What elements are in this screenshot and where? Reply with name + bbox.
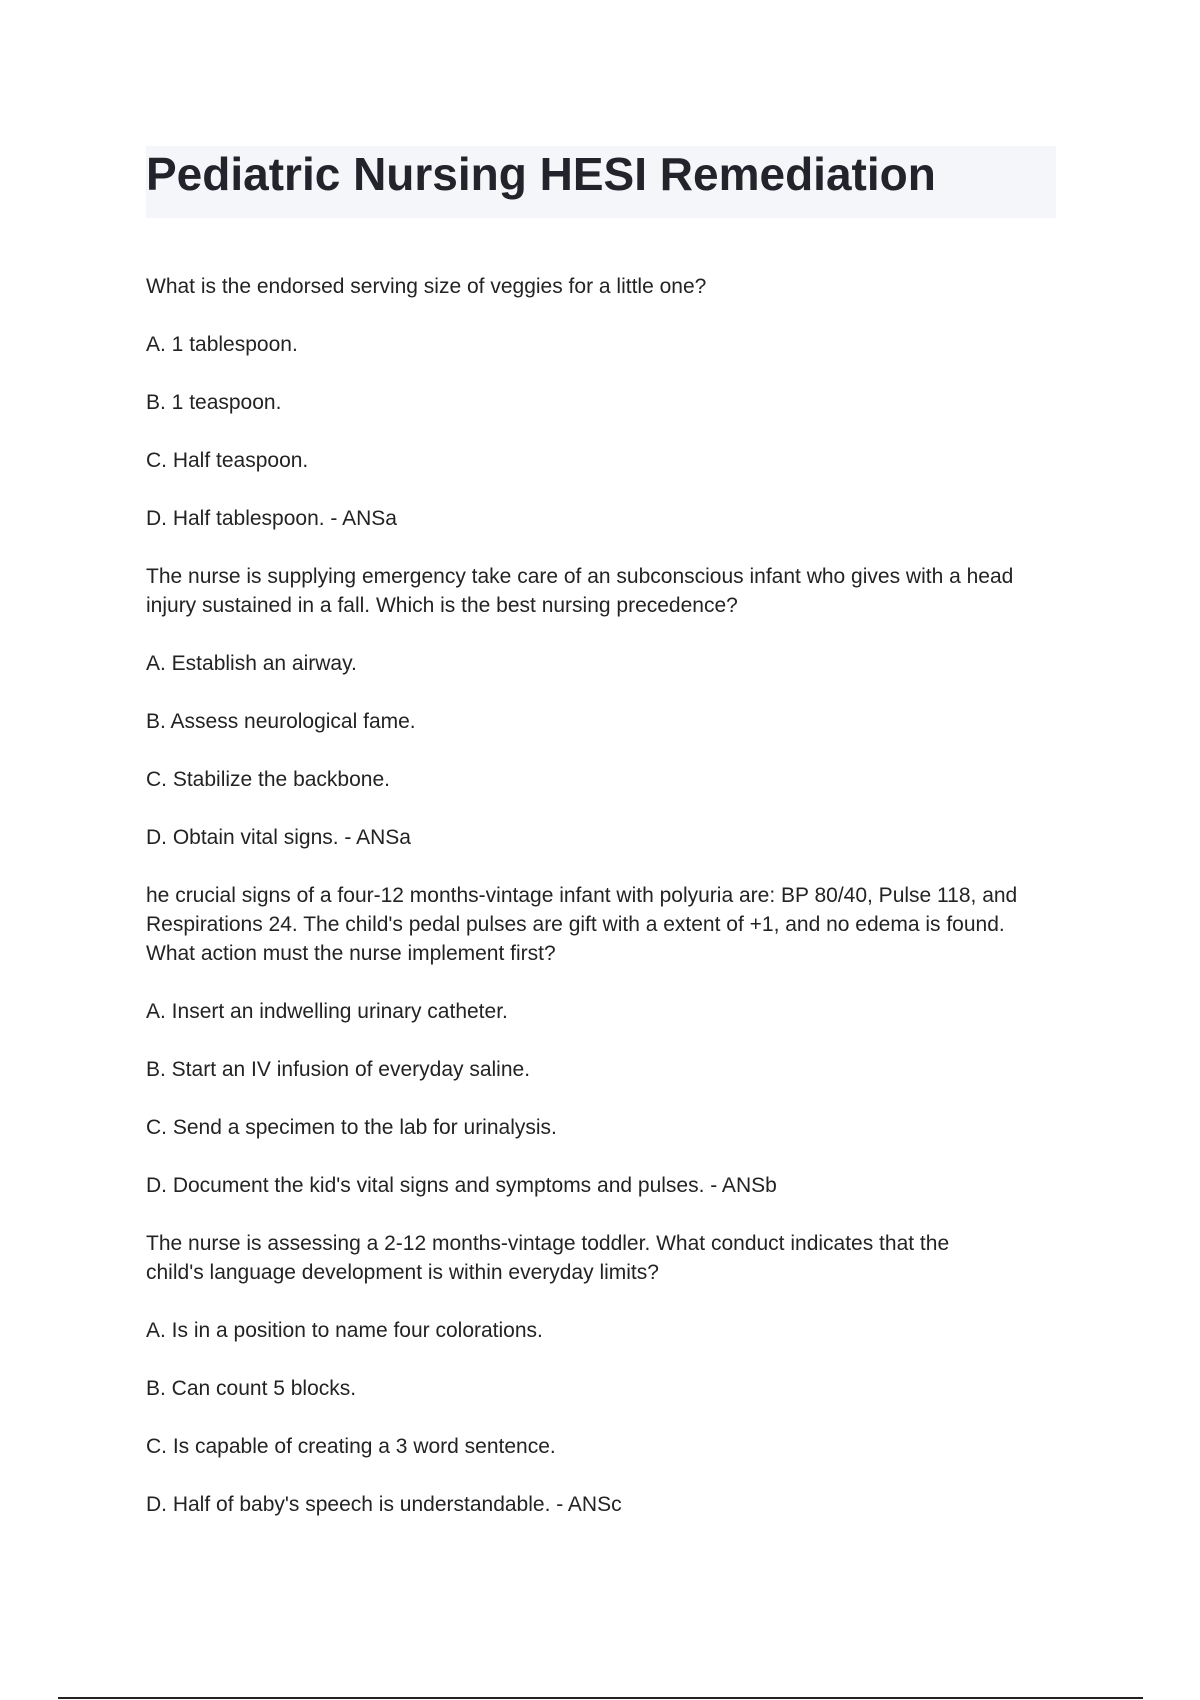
document-title: Pediatric Nursing HESI Remediation: [146, 148, 936, 200]
answer-option: B. 1 teaspoon.: [146, 391, 282, 414]
answer-option: D. Document the kid's vital signs and symptoms and pulses. - ANSb: [146, 1174, 777, 1197]
question-text: The nurse is supplying emergency take care of an subconscious infant who gives with a head injury sustained in a fall. Which is the best nursing precedence?: [146, 565, 1014, 617]
answer-option: A. 1 tablespoon.: [146, 333, 298, 356]
answer-option: D. Obtain vital signs. - ANSa: [146, 826, 411, 849]
answer-option: B. Start an IV infusion of everyday saline.: [146, 1058, 531, 1081]
answer-option: C. Is capable of creating a 3 word sentence.: [146, 1435, 556, 1458]
answer-option: A. Establish an airway.: [146, 652, 357, 675]
answer-option: A. Is in a position to name four colorations.: [146, 1319, 543, 1342]
question-block-1: [146, 272, 1046, 533]
answer-option: A. Insert an indwelling urinary catheter.: [146, 1000, 508, 1023]
answer-option: B. Can count 5 blocks.: [146, 1377, 357, 1400]
question-text: What is the endorsed serving size of veggies for a little one?: [146, 275, 707, 298]
question-text: he crucial signs of a four-12 months-vintage infant with polyuria are: BP 80/40, Pulse 118, and Respirations 24. The child's pedal pulses are gift with a extent of +1, and no edema is found. What action must the nurse implement first?: [146, 884, 1018, 965]
question-text: The nurse is assessing a 2-12 months-vintage toddler. What conduct indicates that the child's language development is within everyday limits?: [146, 1232, 950, 1284]
answer-option: D. Half tablespoon. - ANSa: [146, 507, 397, 530]
question-block-2: [146, 562, 1046, 852]
answer-option: D. Half of baby's speech is understandable. - ANSc: [146, 1493, 622, 1516]
answer-option: C. Half teaspoon.: [146, 449, 309, 472]
answer-option: C. Stabilize the backbone.: [146, 768, 390, 791]
answer-option: C. Send a specimen to the lab for urinalysis.: [146, 1116, 557, 1139]
question-block-4: [146, 1229, 1046, 1519]
question-list: [146, 272, 1046, 1548]
question-block-3: [146, 881, 1046, 1200]
footer-divider: [58, 1697, 1143, 1699]
answer-option: B. Assess neurological fame.: [146, 710, 416, 733]
